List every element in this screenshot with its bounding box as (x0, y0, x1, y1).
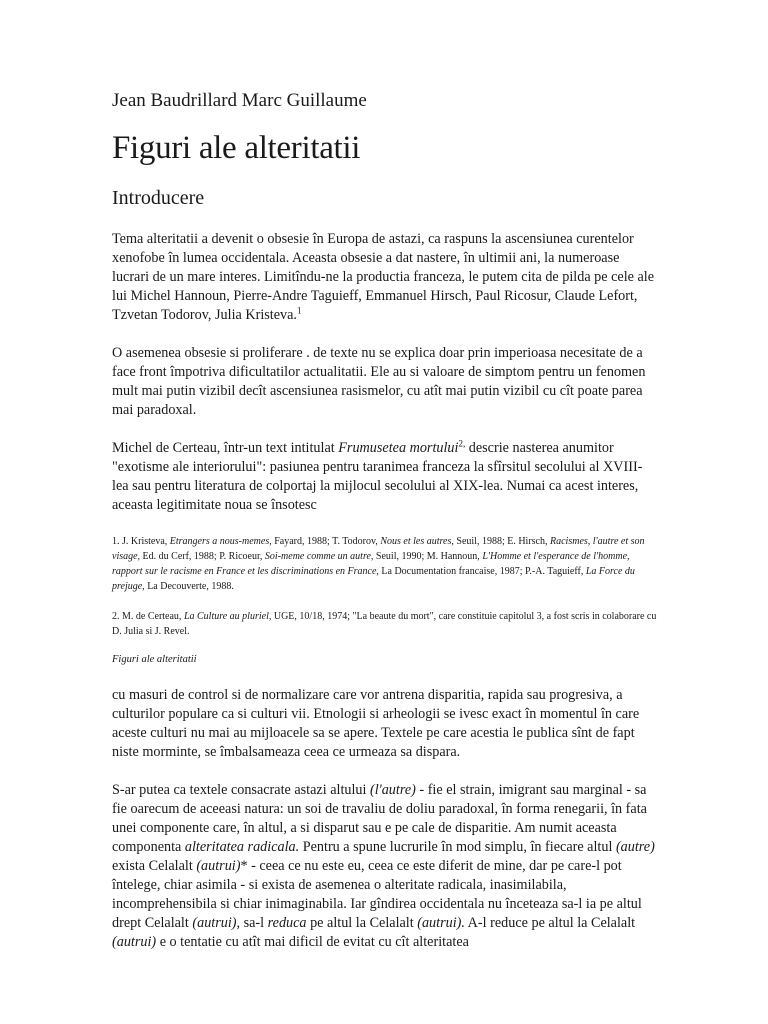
running-header: Figuri ale alteritatii (112, 654, 197, 665)
authors-line: Jean Baudrillard Marc Guillaume (112, 90, 367, 111)
paragraph-3: Michel de Certeau, într-un text intitulat Frumusetea mortului$^{2,}$ descrie nasterea anumitor "exotisme ale interiorului": pasiunea pentru taranimea franceza la sfîrsitul secolului al XVIII-lea sau pentru literatura de colportaj la mijlocul secolului al XIX-lea. Numai ca acest interes, aceasta legitimitate noua se însotesc (112, 438, 643, 513)
paragraph-2: O asemenea obsesie si proliferare . de texte nu se explica doar prin imperioasa necesitate de a face front împotriva dificultatilor actualitatii. Ele au si valoare de simptom pentru un fenomen mult mai putin vizibil decît ascensiunea rasismelor, cu atît mai putin vizibil cu cît poate parea mai paradoxal. (112, 345, 646, 418)
footnote-ref-1[interactable]: 1 (296, 305, 302, 316)
footnote-1: 1. J. Kristeva, Etrangers a nous-memes, Fayard, 1988; T. Todorov, Nous et les autres, Seuil, 1988; E. Hirsch, Racismes, l'autre et son visage, Ed. du Cerf, 1988; P. Ricoeur, Soi-meme comme un autre, Seuil, 1990; M. Hannoun, L'Homme et l'esperance de l'homme, rapport sur le racisme en France et les discriminations en France, La Documentation francaise, 1987; P.-A. Taguieff, La Force du prejuge, La Decouverte, 1988. (112, 536, 645, 592)
book-title-frumusetea: Frumusetea mortului (338, 440, 459, 456)
footnote-ref-2[interactable]: 2, (458, 438, 466, 449)
paragraph-1: Tema alteritatii a devenit o obsesie în Europa de astazi, ca raspuns la ascensiunea curentelor xenofobe în lumea occidentala. Aceasta obsesie a dat nastere, în ultimii ani, la numeroase lucrari de un mare interes. Limitîndu-ne la productia franceza, le putem cita de pilda pe cele ale lui Michel Hannoun, Pierre-Andre Taguieff, Emmanuel Hirsch, Paul Ricosur, Claude Lefort, Tzvetan Todorov, Julia Kristeva.$^1$ (112, 231, 655, 323)
paragraph-5: S-ar putea ca textele consacrate astazi altului (l'autre) - fie el strain, imigrant sau marginal - sa fie oarecum de aceeasi natura: un soi de travaliu de doliu paradoxal, în forma renegarii, în fata unei componente care, în altul, a si disparut sau e pe cale de disparitie. Am numit aceasta componenta alteritatea radicala. Pentru a spune lucrurile în mod simplu, în fiecare altul (autre) exista Celalalt (autrui)* - ceea ce nu este eu, ceea ce este diferit de mine, dar pe care-l pot întelege, chiar asimila - si exista de asemenea o alteritate radicala, inasimilabila, incomprehensibila si chiar inimaginabila. Iar gîndirea occidentala nu înceteaza sa-l ia pe altul drept Celalalt (autrui), sa-l reduca pe altul la Celalalt (autrui). A-l reduce pe altul la Celalalt (autrui) e o tentatie cu atît mai dificil de evitat cu cît alteritatea (112, 782, 655, 950)
paragraph-4: cu masuri de control si de normalizare care vor antrena disparitia, rapida sau progresiva, a culturilor populare ca si culturi vii. Etnologii si arheologii se ivesc exact în momentul în care aceste culturi nu mai au mijloacele sa se apere. Textele pe care acestia le publica sînt de fapt niste morminte, se îmbalsameaza ceea ce urmeaza sa dispara. (112, 687, 640, 760)
document-title: Figuri ale alteritatii (112, 130, 361, 166)
section-heading: Introducere (112, 187, 205, 209)
footnote-2: 2. M. de Certeau, La Culture au pluriel, UGE, 10/18, 1974; "La beaute du mort", care constituie capitolul 3, a fost scris in colaborare cu D. Julia si J. Revel. (112, 611, 657, 637)
